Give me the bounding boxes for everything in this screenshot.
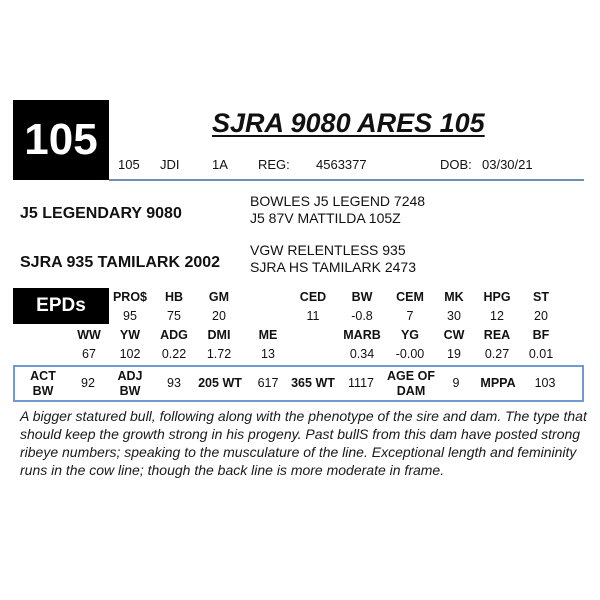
epd-bw-label: BW: [351, 290, 373, 304]
animal-title: SJRA 9080 ARES 105: [212, 108, 485, 138]
epd-yw-label: YW: [119, 328, 141, 342]
epd-me-value: 13: [261, 347, 275, 361]
wt365-value: 1117: [348, 376, 374, 390]
sire-dam: J5 87V MATTILDA 105Z: [250, 210, 401, 226]
reg-label: REG:: [258, 157, 290, 172]
epd-ww-value: 67: [82, 347, 96, 361]
epd-bf-value: 0.01: [528, 347, 554, 361]
epd-hpg-value: 12: [490, 309, 504, 323]
mppa-value: 103: [534, 376, 556, 390]
tattoo: 105: [118, 157, 140, 172]
epd-ced-label: CED: [299, 290, 327, 304]
wt205-value: 617: [257, 376, 279, 390]
epd-marb-value: 0.34: [349, 347, 375, 361]
epd-mk-value: 30: [447, 309, 461, 323]
sire-name: J5 LEGENDARY 9080: [20, 205, 182, 222]
epd-pro-value: 95: [123, 309, 137, 323]
mppa-label: MPPA: [480, 376, 516, 390]
epd-yw-value: 102: [119, 347, 141, 361]
wt365-label: 365 WT: [291, 376, 335, 390]
act-bw-label: ACT BW: [30, 369, 56, 398]
epd-me-label: ME: [258, 328, 278, 342]
epd-cem-label: CEM: [396, 290, 424, 304]
actuals-box: [13, 365, 584, 402]
sire-sire: BOWLES J5 LEGEND 7248: [250, 193, 426, 209]
dob-value: 03/30/21: [482, 157, 533, 172]
dam-sire: VGW RELENTLESS 935: [250, 242, 406, 258]
epd-rea-label: REA: [483, 328, 511, 342]
epd-yg-value: -0.00: [395, 347, 425, 361]
epd-marb-label: MARB: [343, 328, 381, 342]
age-of-dam-label: AGE OF DAM: [387, 369, 435, 398]
act-bw-value: 92: [81, 376, 95, 390]
epds-label: EPDs: [13, 288, 109, 324]
age-of-dam-value: 9: [452, 376, 460, 390]
epd-pro-label: PRO$: [112, 290, 148, 304]
epd-dmi-label: DMI: [207, 328, 231, 342]
adj-bw-label: ADJ BW: [117, 369, 143, 398]
epd-cem-value: 7: [406, 309, 414, 323]
epd-gm-value: 20: [212, 309, 226, 323]
epd-hb-value: 75: [167, 309, 181, 323]
breeder-code: JDI: [160, 157, 180, 172]
epd-bf-label: BF: [532, 328, 550, 342]
wt205-label: 205 WT: [198, 376, 242, 390]
adj-bw-value: 93: [167, 376, 181, 390]
dam-dam: SJRA HS TAMILARK 2473: [250, 259, 416, 275]
reg-number: 4563377: [316, 157, 367, 172]
epd-hb-label: HB: [164, 290, 184, 304]
epd-yg-label: YG: [400, 328, 420, 342]
lot-number: 105: [13, 100, 109, 180]
description-text: A bigger statured bull, following along with the phenotype of the sire and dam. The type that should keep the growth strong in his progeny. Past bullS from this dam have posted strong ribeye numbers; speaking to the musculature of the line. Exceptional length and femininity runs in the cow line; though the back line is more moderate in frame.: [20, 408, 587, 478]
class-code: 1A: [212, 157, 228, 172]
sire-pedigree: [250, 193, 425, 227]
epd-bw-value: -0.8: [351, 309, 373, 323]
dob-label: DOB:: [440, 157, 472, 172]
header-rule: [109, 179, 584, 181]
epd-hpg-label: HPG: [483, 290, 511, 304]
epd-gm-label: GM: [208, 290, 230, 304]
epd-dmi-value: 1.72: [206, 347, 232, 361]
epd-ced-value: 11: [306, 309, 320, 323]
epd-st-value: 20: [534, 309, 548, 323]
dam-pedigree: [250, 242, 416, 276]
epd-adg-label: ADG: [160, 328, 188, 342]
dam-name: SJRA 935 TAMILARK 2002: [20, 254, 221, 271]
epd-cw-value: 19: [447, 347, 461, 361]
epd-st-label: ST: [533, 290, 549, 304]
epd-cw-label: CW: [443, 328, 465, 342]
epd-adg-value: 0.22: [161, 347, 187, 361]
epd-mk-label: MK: [444, 290, 464, 304]
epd-rea-value: 0.27: [484, 347, 510, 361]
epd-ww-label: WW: [77, 328, 101, 342]
